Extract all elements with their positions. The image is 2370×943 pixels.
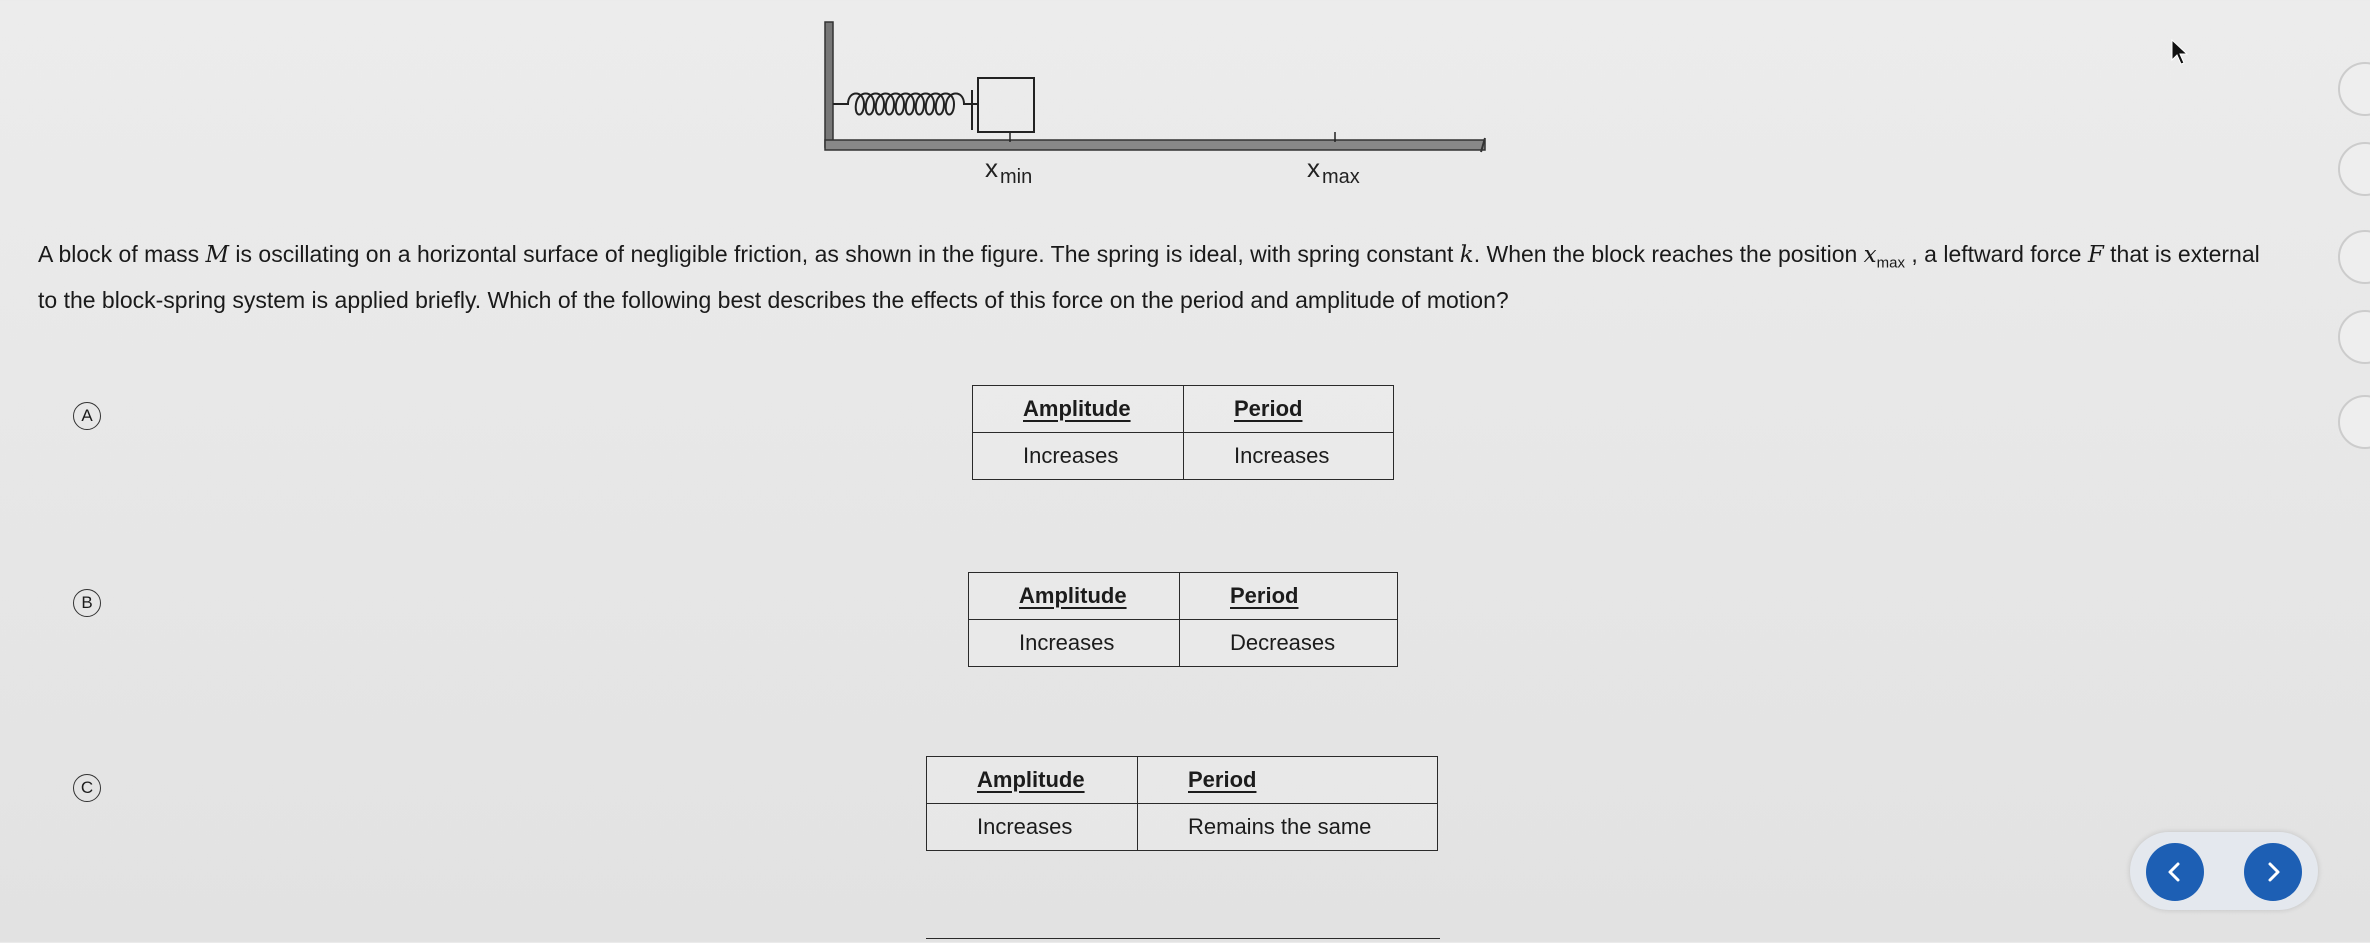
choice-b[interactable]: [0, 548, 2370, 658]
mouse-cursor-icon: [2170, 38, 2192, 68]
choice-c[interactable]: [0, 732, 2370, 842]
table-row: [973, 433, 1394, 480]
xmin-sub: min: [1000, 166, 1033, 188]
amplitude-value: Increases: [973, 433, 1184, 480]
xmax-sub: max: [1322, 166, 1360, 188]
col-amplitude-header: Amplitude: [973, 386, 1184, 433]
choice-c-table[interactable]: [926, 756, 1438, 851]
period-value: Remains the same: [1138, 804, 1438, 851]
chevron-right-icon: [2261, 860, 2285, 884]
col-amplitude-header: Amplitude: [969, 573, 1180, 620]
choice-a[interactable]: [0, 360, 2370, 470]
prev-button[interactable]: [2146, 843, 2204, 901]
choice-c-letter[interactable]: C: [73, 774, 101, 802]
side-tool-button[interactable]: [2338, 142, 2370, 196]
table-row: [969, 620, 1398, 667]
col-period-header: Period: [1138, 757, 1438, 804]
spring-block-figure: [820, 20, 1500, 190]
amplitude-value: Increases: [927, 804, 1138, 851]
xmin-label: x: [985, 153, 998, 183]
choice-a-table[interactable]: [972, 385, 1394, 480]
side-tool-button[interactable]: [2338, 310, 2370, 364]
col-period-header: Period: [1184, 386, 1394, 433]
table-header-row: [927, 757, 1438, 804]
col-amplitude-header: Amplitude: [927, 757, 1138, 804]
var-x: x: [1863, 242, 1877, 268]
col-period-header: Period: [1180, 573, 1398, 620]
next-button[interactable]: [2244, 843, 2302, 901]
question-navigation: [2130, 832, 2318, 910]
amplitude-value: Increases: [969, 620, 1180, 667]
question-text: A block of mass M is oscillating on a horizontal surface of negligible friction, as shown in the figure. The spring is ideal, with spring constant k. When the block reaches the position $x_{max}$ , a leftward force F that is external to the block-spring system is applied briefly. Which of the following best describes the effects of this force on the period and amplitude of motion?: [38, 241, 2260, 313]
choice-a-letter[interactable]: A: [73, 402, 101, 430]
side-tool-button[interactable]: [2338, 62, 2370, 116]
choice-b-table[interactable]: [968, 572, 1398, 667]
side-tool-button[interactable]: [2338, 230, 2370, 284]
spring-diagram: [820, 20, 1500, 190]
period-value: Decreases: [1180, 620, 1398, 667]
period-value: Increases: [1184, 433, 1394, 480]
var-x-sub: max: [1876, 254, 1905, 272]
table-row: [927, 804, 1438, 851]
table-header-row: [969, 573, 1398, 620]
var-M: M: [205, 242, 230, 268]
xmax-label: x: [1307, 153, 1320, 183]
next-choice-table-edge: [926, 938, 1440, 943]
table-header-row: [973, 386, 1394, 433]
choice-b-letter[interactable]: B: [73, 589, 101, 617]
var-k: k: [1459, 242, 1474, 268]
chevron-left-icon: [2163, 860, 2187, 884]
var-F: F: [2087, 242, 2104, 268]
